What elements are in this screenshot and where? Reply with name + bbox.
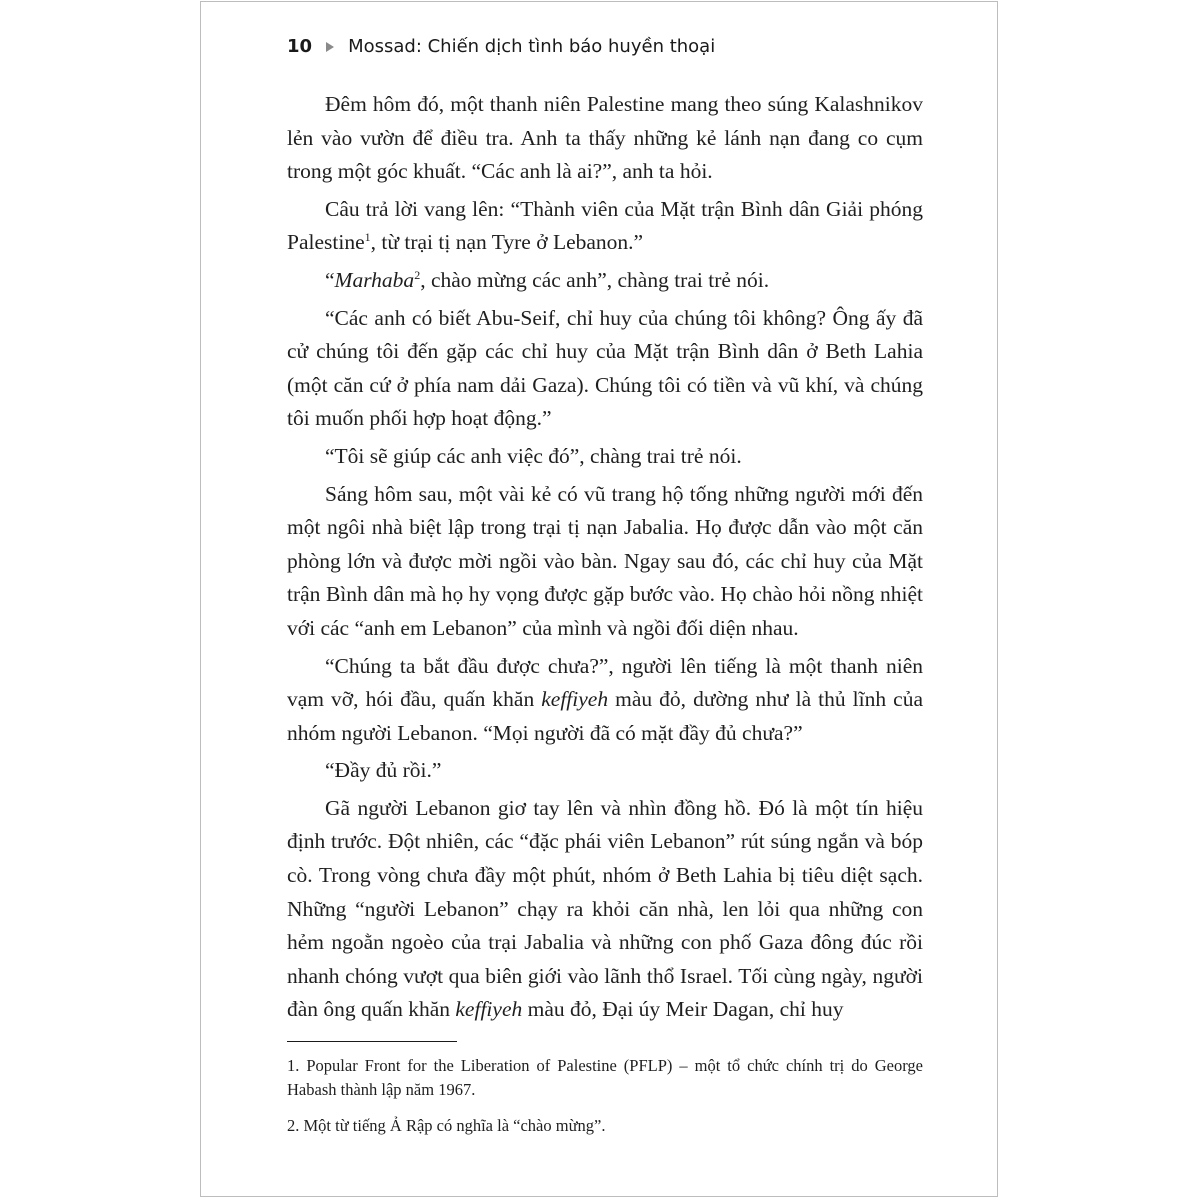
- paragraph: Gã người Lebanon giơ tay lên và nhìn đồng hồ. Đó là một tín hiệu định trước. Đột nhiên, các “đặc phái viên Lebanon” rút súng ngắn và bóp cò. Trong vòng chưa đầy một phút, nhóm ở Beth Lahia bị tiêu diệt sạch. Những “người Lebanon” chạy ra khỏi căn nhà, len lỏi qua những con hẻm ngoằn ngoèo của trại Jabalia và những con phố Gaza đông đúc rồi nhanh chóng vượt qua biên giới vào lãnh thổ Israel. Tối cùng ngày, người đàn ông quấn khăn keffiyeh màu đỏ, Đại úy Meir Dagan, chỉ huy: [287, 795, 923, 1022]
- footnote-ref: 1: [364, 230, 371, 245]
- footnote: 2. Một từ tiếng Ả Rập có nghĩa là “chào mừng”.: [287, 1116, 606, 1135]
- footnotes: [287, 1054, 923, 1150]
- book-title: Mossad: Chiến dịch tình báo huyền thoại: [348, 36, 716, 57]
- footnote: 1. Popular Front for the Liberation of Palestine (PFLP) – một tổ chức chính trị do George Habash thành lập năm 1967.: [287, 1056, 923, 1099]
- paragraph: “Marhaba$^2$, chào mừng các anh”, chàng trai trẻ nói.: [325, 267, 770, 292]
- paragraph: “Các anh có biết Abu-Seif, chỉ huy của chúng tôi không? Ông ấy đã cử chúng tôi đến gặp các chỉ huy của Mặt trận Bình dân ở Beth Lahia (một căn cứ ở phía nam dải Gaza). Chúng tôi có tiền và vũ khí, và chúng tôi muốn phối hợp hoạt động.”: [287, 305, 923, 431]
- paragraph: “Tôi sẽ giúp các anh việc đó”, chàng trai trẻ nói.: [325, 443, 742, 468]
- triangle-right-icon: [326, 42, 334, 52]
- paragraph: “Đầy đủ rồi.”: [325, 758, 442, 783]
- footnote-ref: 2: [414, 267, 421, 282]
- italic-term: keffiyeh: [541, 687, 609, 712]
- page-number: 10: [287, 36, 313, 57]
- footnote-rule: [287, 1041, 457, 1042]
- paragraph: Đêm hôm đó, một thanh niên Palestine mang theo súng Kalashnikov lẻn vào vườn để điều tra. Anh ta thấy những kẻ lánh nạn đang co cụm trong một góc khuất. “Các anh là ai?”, anh ta hỏi.: [287, 92, 923, 184]
- running-head: [287, 36, 715, 57]
- italic-term: Marhaba: [334, 267, 415, 292]
- paragraph: Câu trả lời vang lên: “Thành viên của Mặt trận Bình dân Giải phóng Palestine$^1$, từ trại tị nạn Tyre ở Lebanon.”: [287, 196, 923, 255]
- paragraph: “Chúng ta bắt đầu được chưa?”, người lên tiếng là một thanh niên vạm vỡ, hói đầu, quấn khăn keffiyeh màu đỏ, dường như là thủ lĩnh của nhóm người Lebanon. “Mọi người đã có mặt đầy đủ chưa?”: [287, 653, 923, 745]
- paragraph: Sáng hôm sau, một vài kẻ có vũ trang hộ tống những người mới đến một ngôi nhà biệt lập trong trại tị nạn Jabalia. Họ được dẫn vào một căn phòng lớn và được mời ngồi vào bàn. Ngay sau đó, các chỉ huy của Mặt trận Bình dân mà họ hy vọng được gặp bước vào. Họ chào hỏi nồng nhiệt với các “anh em Lebanon” của mình và ngồi đối diện nhau.: [287, 481, 923, 640]
- body-text: [287, 88, 923, 1031]
- italic-term: keffiyeh: [455, 997, 523, 1022]
